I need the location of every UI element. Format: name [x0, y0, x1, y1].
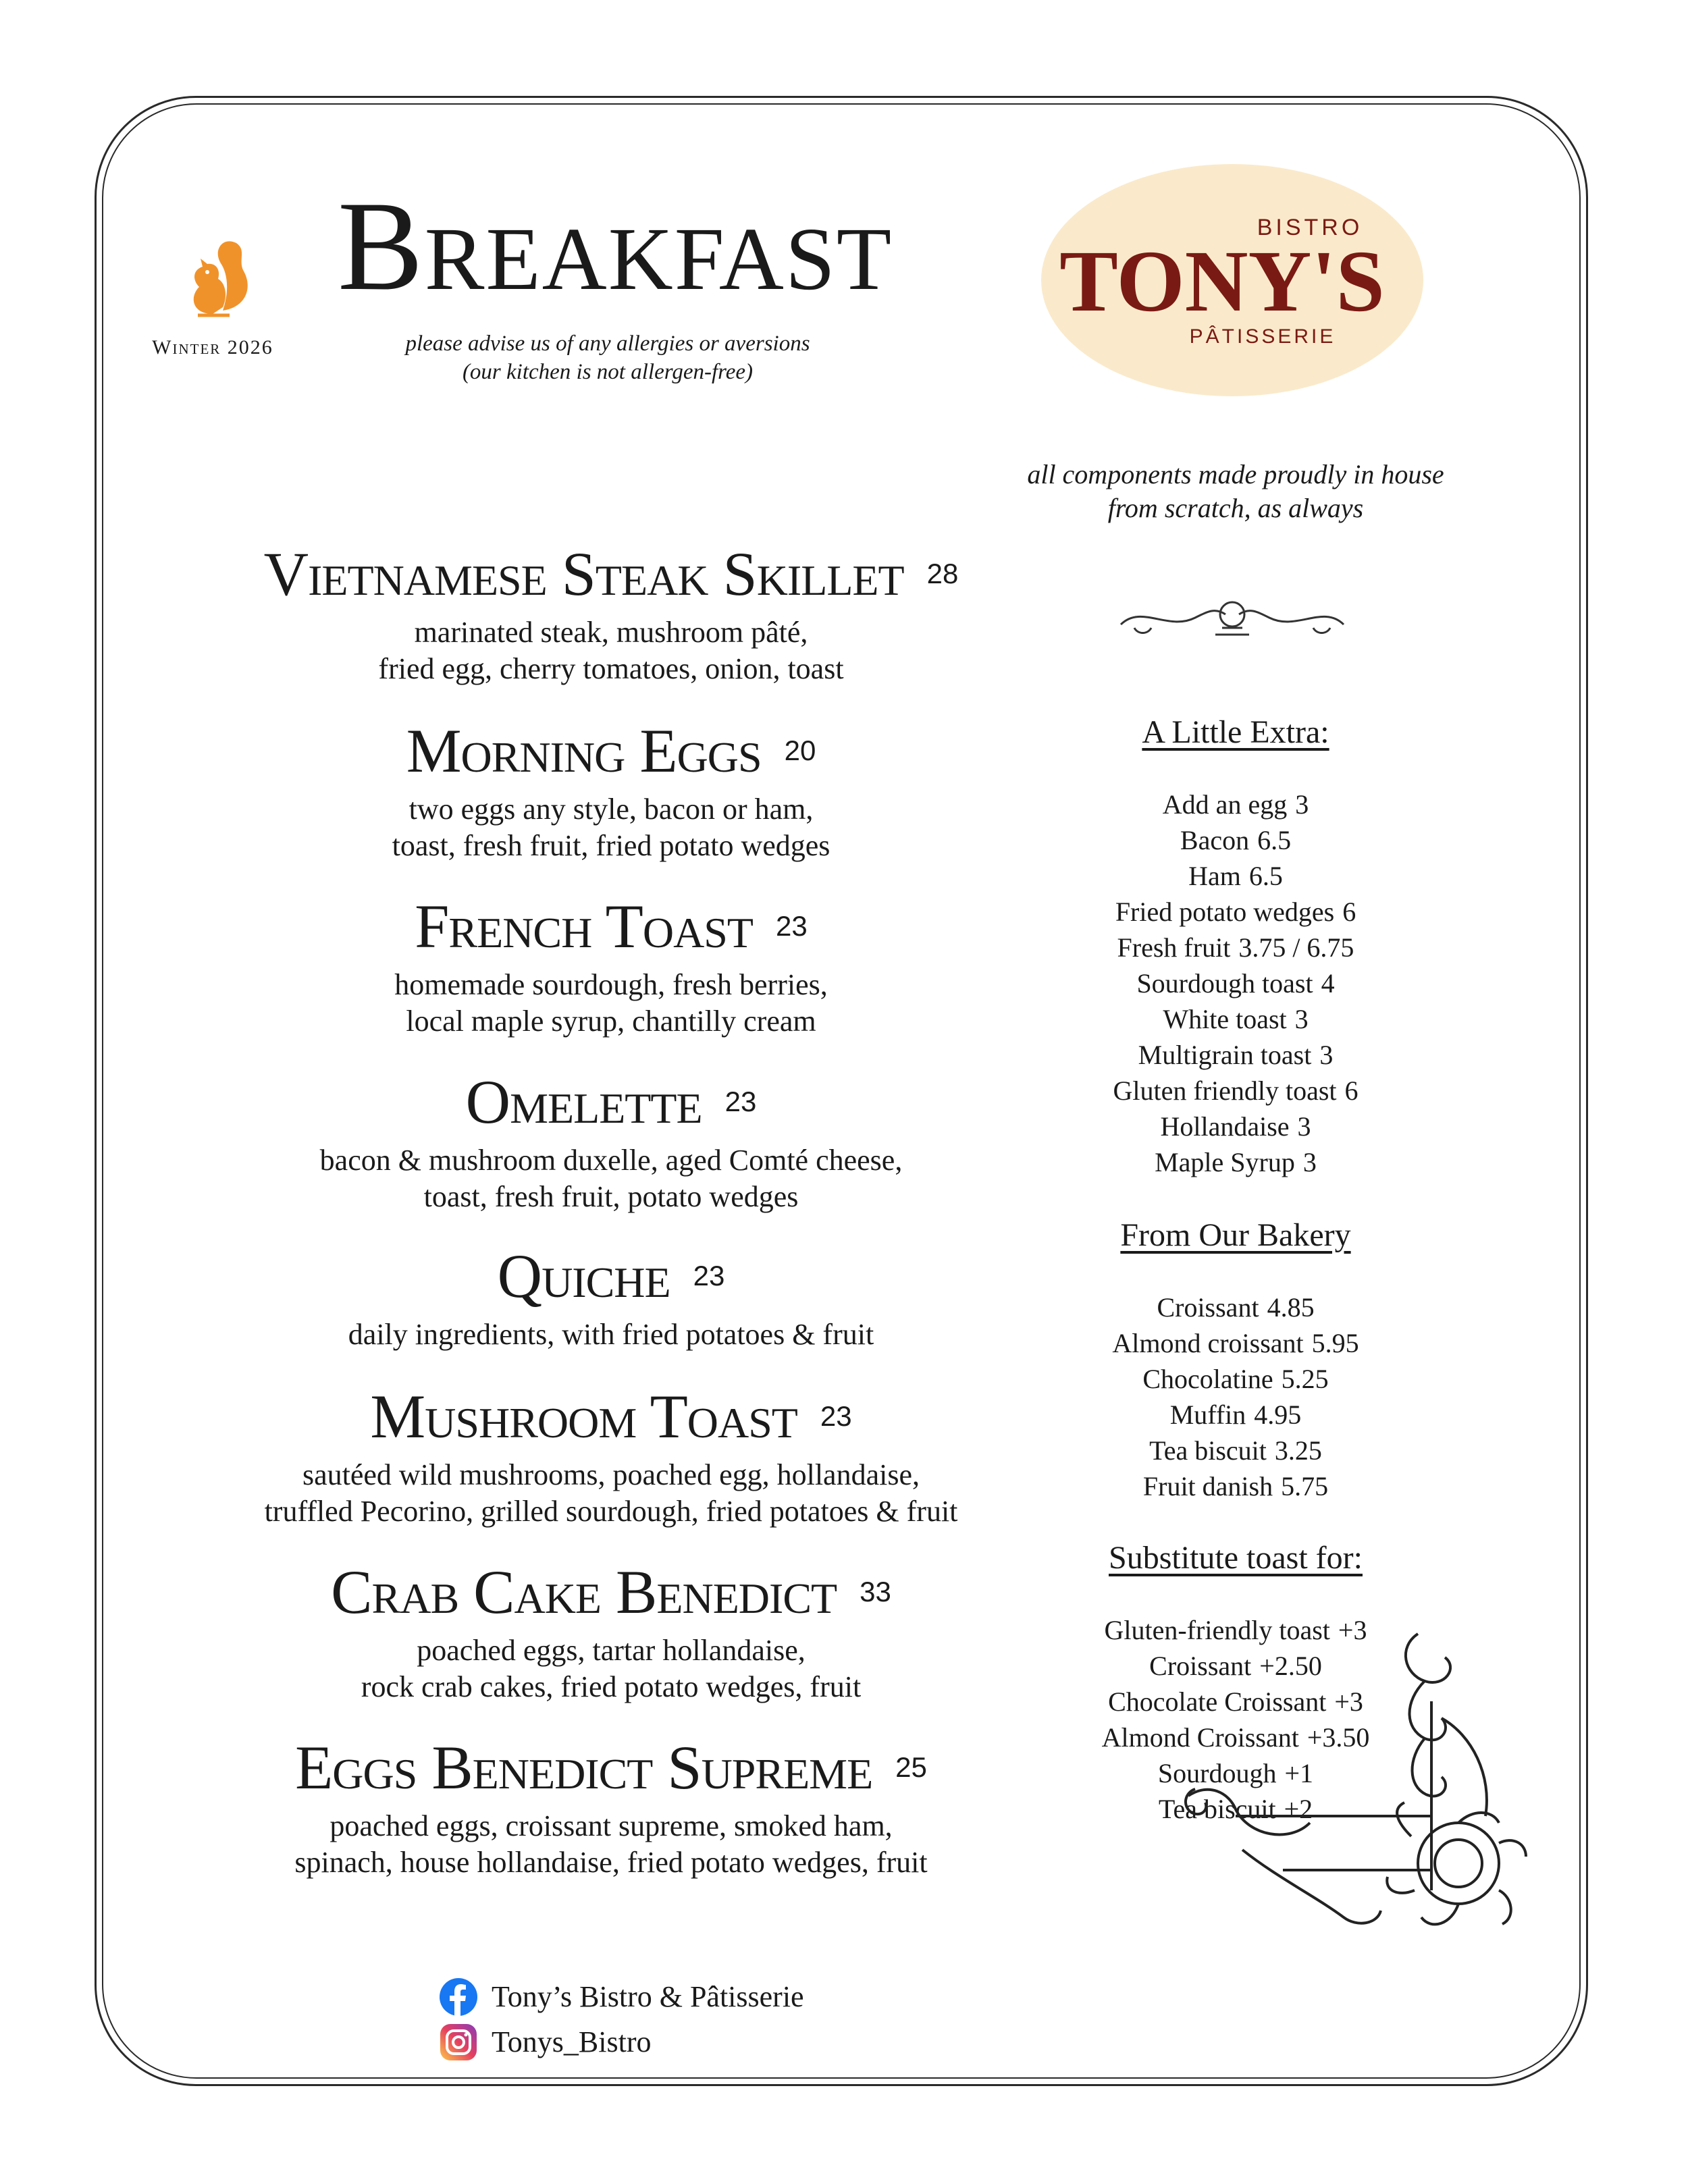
substitute-title: Substitute toast for:	[1109, 1540, 1363, 1576]
menu-item	[223, 886, 999, 1040]
list-item: Ham 6.5	[1188, 861, 1283, 891]
instagram-handle: Tonys_Bistro	[492, 2025, 652, 2058]
allergy-line-1: please advise us of any allergies or aversions	[405, 331, 810, 356]
item-price: 23	[693, 1260, 725, 1291]
squirrel-icon	[165, 233, 257, 324]
list-item: Almond Croissant +3.50	[1101, 1722, 1370, 1753]
bistro-logo	[1040, 162, 1425, 398]
item-price: 23	[776, 910, 808, 942]
house-made-tagline	[979, 458, 1492, 525]
tagline-line-2: from scratch, as always	[1107, 493, 1364, 523]
menu-item	[223, 1727, 999, 1881]
allergy-note	[338, 329, 878, 386]
list-item: Hollandaise 3	[1160, 1111, 1311, 1142]
list-item: Bacon 6.5	[1180, 825, 1292, 855]
item-description: poached eggs, croissant supreme, smoked ham,	[329, 1809, 893, 1842]
corner-ornament	[1175, 1620, 1539, 1958]
list-item: Gluten friendly toast 6	[1113, 1075, 1359, 1106]
menu-item	[223, 1235, 999, 1353]
item-name: Crab Cake Benedict	[331, 1557, 837, 1626]
facebook-icon	[439, 1977, 478, 2017]
item-name: Eggs Benedict Supreme	[295, 1733, 873, 1802]
item-price: 33	[860, 1576, 891, 1607]
list-item: Muffin 4.95	[1169, 1400, 1302, 1430]
list-item: Tea biscuit +2	[1158, 1794, 1313, 1824]
allergy-line-2: (our kitchen is not allergen-free)	[462, 360, 754, 384]
item-name: Omelette	[465, 1067, 702, 1136]
bakery-title: From Our Bakery	[1120, 1217, 1351, 1253]
item-description: spinach, house hollandaise, fried potato wedges, fruit	[294, 1846, 928, 1879]
instagram-link[interactable]	[439, 2022, 912, 2062]
logo-bistro: BISTRO	[1257, 215, 1363, 240]
list-item: Sourdough +1	[1157, 1758, 1314, 1788]
item-description: poached eggs, tartar hollandaise,	[417, 1634, 806, 1667]
list-item: Fried potato wedges 6	[1115, 897, 1356, 927]
item-name: French Toast	[415, 892, 753, 961]
item-description: two eggs any style, bacon or ham,	[408, 793, 814, 826]
list-item: Fresh fruit 3.75 / 6.75	[1117, 932, 1354, 963]
list-item: Multigrain toast 3	[1138, 1040, 1334, 1070]
list-item: Croissant +2.50	[1149, 1651, 1322, 1681]
item-price: 23	[820, 1400, 852, 1432]
menu-item	[223, 1551, 999, 1705]
item-name: Mushroom Toast	[370, 1382, 797, 1451]
logo-name: TONY'S	[1059, 233, 1385, 330]
item-description: toast, fresh fruit, fried potato wedges	[392, 829, 830, 862]
item-description: local maple syrup, chantilly cream	[406, 1005, 816, 1038]
list-item: Maple Syrup 3	[1155, 1147, 1317, 1177]
tagline-line-1: all components made proudly in house	[1027, 459, 1444, 489]
list-item: Gluten-friendly toast +3	[1104, 1615, 1367, 1645]
item-description: toast, fresh fruit, potato wedges	[423, 1180, 799, 1213]
list-item: Chocolate Croissant +3	[1108, 1686, 1363, 1717]
list-item: Add an egg 3	[1162, 789, 1309, 820]
item-price: 25	[895, 1751, 927, 1783]
bakery-section	[1047, 1215, 1425, 1504]
list-item: White toast 3	[1163, 1004, 1309, 1034]
item-price: 20	[784, 735, 816, 766]
item-name: Vietnamese Steak Skillet	[263, 539, 904, 608]
item-description: bacon & mushroom duxelle, aged Comté cheese,	[319, 1144, 903, 1177]
list-item: Tea biscuit 3.25	[1149, 1435, 1322, 1466]
item-description: truffled Pecorino, grilled sourdough, fried potatoes & fruit	[264, 1495, 958, 1528]
item-price: 23	[724, 1086, 757, 1117]
facebook-handle: Tony’s Bistro & Pâtisserie	[492, 1980, 804, 2013]
item-price: 28	[926, 558, 959, 589]
menu-item	[223, 1061, 999, 1215]
instagram-icon	[439, 2023, 478, 2062]
extras-title: A Little Extra:	[1142, 714, 1329, 750]
ornament-flourish	[1114, 591, 1350, 645]
menu-item	[223, 710, 999, 864]
item-name: Quiche	[497, 1242, 670, 1310]
item-description: fried egg, cherry tomatoes, onion, toast	[378, 652, 844, 685]
menu-item	[223, 533, 999, 687]
list-item: Chocolatine 5.25	[1142, 1364, 1329, 1394]
season-label: Winter 2026	[152, 336, 273, 358]
item-description: sautéed wild mushrooms, poached egg, hollandaise,	[302, 1458, 920, 1491]
menu-item	[223, 1376, 999, 1530]
facebook-link[interactable]	[439, 1977, 912, 2017]
page-title: Breakfast	[338, 176, 893, 317]
list-item: Almond croissant 5.95	[1112, 1328, 1359, 1358]
item-name: Morning Eggs	[406, 716, 762, 785]
item-description: marinated steak, mushroom pâté,	[414, 616, 808, 649]
item-description: daily ingredients, with fried potatoes & fruit	[348, 1318, 874, 1351]
list-item: Fruit danish 5.75	[1142, 1471, 1329, 1501]
list-item: Sourdough toast 4	[1136, 968, 1335, 998]
list-item: Croissant 4.85	[1157, 1292, 1315, 1323]
item-description: rock crab cakes, fried potato wedges, fruit	[361, 1670, 862, 1703]
logo-patisserie: PÂTISSERIE	[1189, 325, 1336, 348]
item-description: homemade sourdough, fresh berries,	[394, 968, 828, 1001]
extras-section	[1047, 712, 1425, 1180]
